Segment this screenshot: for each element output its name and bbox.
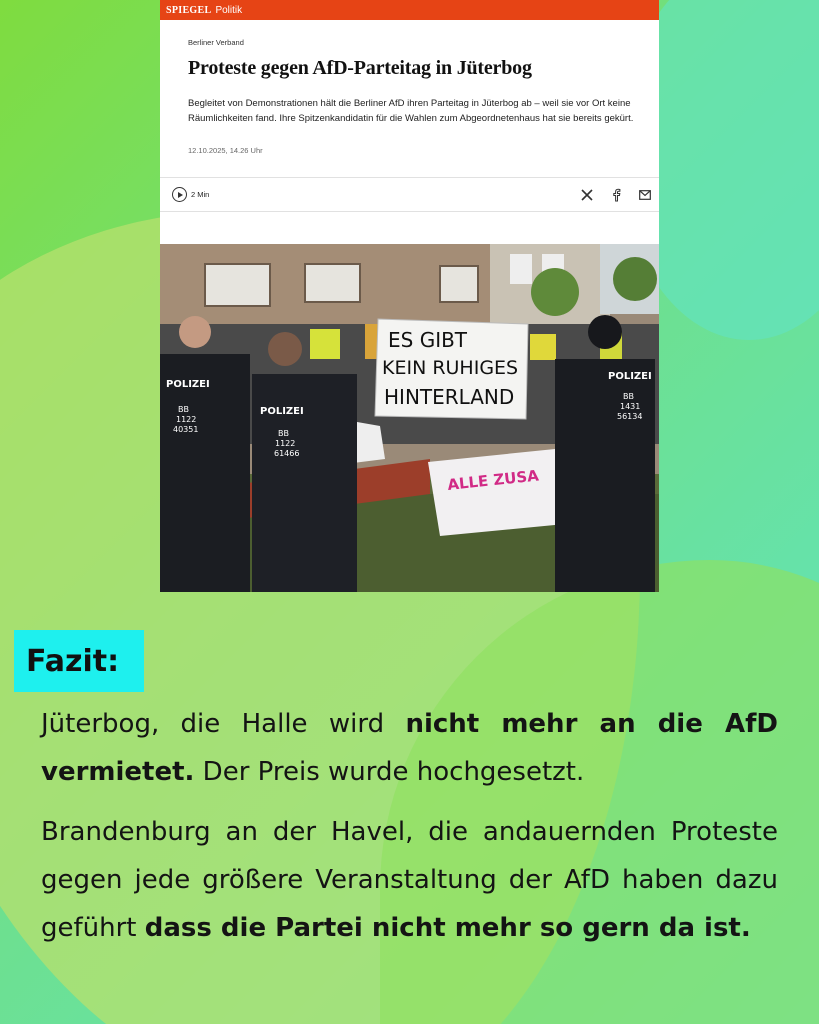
article-headline: Proteste gegen AfD-Parteitag in Jüterbog: [188, 57, 532, 79]
summary-text: Jüterbog, die Halle wird: [41, 709, 406, 739]
facebook-icon[interactable]: [611, 188, 621, 202]
audio-duration: 2 Min: [191, 190, 210, 199]
summary-text: Brandenburg an der Havel, die andauernden Proteste gegen jede größere Veranstaltung der AfD haben dazu geführt: [41, 817, 778, 943]
officer-id: 1122: [176, 415, 197, 424]
vest-label: POLIZEI: [608, 371, 652, 382]
vest-label: POLIZEI: [260, 406, 304, 417]
x-icon[interactable]: [581, 189, 593, 201]
officer-id: 1431: [620, 402, 641, 411]
officer-id: BB: [623, 392, 634, 401]
summary-emphasis: dass die Partei nicht mehr so gern da ist.: [144, 913, 751, 943]
summary-label: Fazit:: [14, 630, 144, 692]
article-screenshot: [160, 0, 659, 592]
spiegel-logo[interactable]: SPIEGEL: [166, 4, 212, 16]
summary-paragraph-2: [41, 808, 778, 952]
article-toolbar: [160, 178, 659, 212]
site-header: [160, 0, 659, 20]
article-lead: Begleitet von Demonstrationen hält die Berliner AfD ihren Parteitag in Jüterbog ab – weil sie vor Ort keine Räumlichkeiten fand. Ihre Spitzenkandidatin für die Wahlen zum Abgeordnetenhaus hat sie bereits gekürt.: [188, 98, 634, 124]
mail-icon[interactable]: [639, 190, 651, 200]
audio-play-button[interactable]: [172, 187, 209, 202]
banner-text: HINTERLAND: [384, 385, 515, 409]
officer-id: BB: [278, 429, 289, 438]
section-link[interactable]: Politik: [215, 4, 243, 16]
banner-text: ALLE ZUSA: [446, 466, 540, 494]
banner-text: KEIN RUHIGES: [382, 357, 519, 379]
share-buttons: [581, 188, 651, 202]
protest-photo: [160, 244, 659, 592]
banner-text: ES GIBT: [388, 328, 468, 352]
summary-paragraph-1: [41, 700, 778, 796]
officer-id: 56134: [617, 412, 643, 421]
summary-text: Der Preis wurde hochgesetzt.: [194, 757, 585, 787]
article-date: 12.10.2025, 14.26 Uhr: [188, 146, 263, 155]
summary-emphasis: nicht mehr an die AfD vermietet.: [41, 709, 778, 787]
play-icon: [172, 187, 187, 202]
vest-label: POLIZEI: [166, 379, 210, 390]
officer-id: BB: [178, 405, 189, 414]
officer-id: 61466: [274, 449, 300, 458]
article-kicker: Berliner Verband: [188, 38, 244, 47]
officer-id: 1122: [275, 439, 296, 448]
officer-id: 40351: [173, 425, 199, 434]
